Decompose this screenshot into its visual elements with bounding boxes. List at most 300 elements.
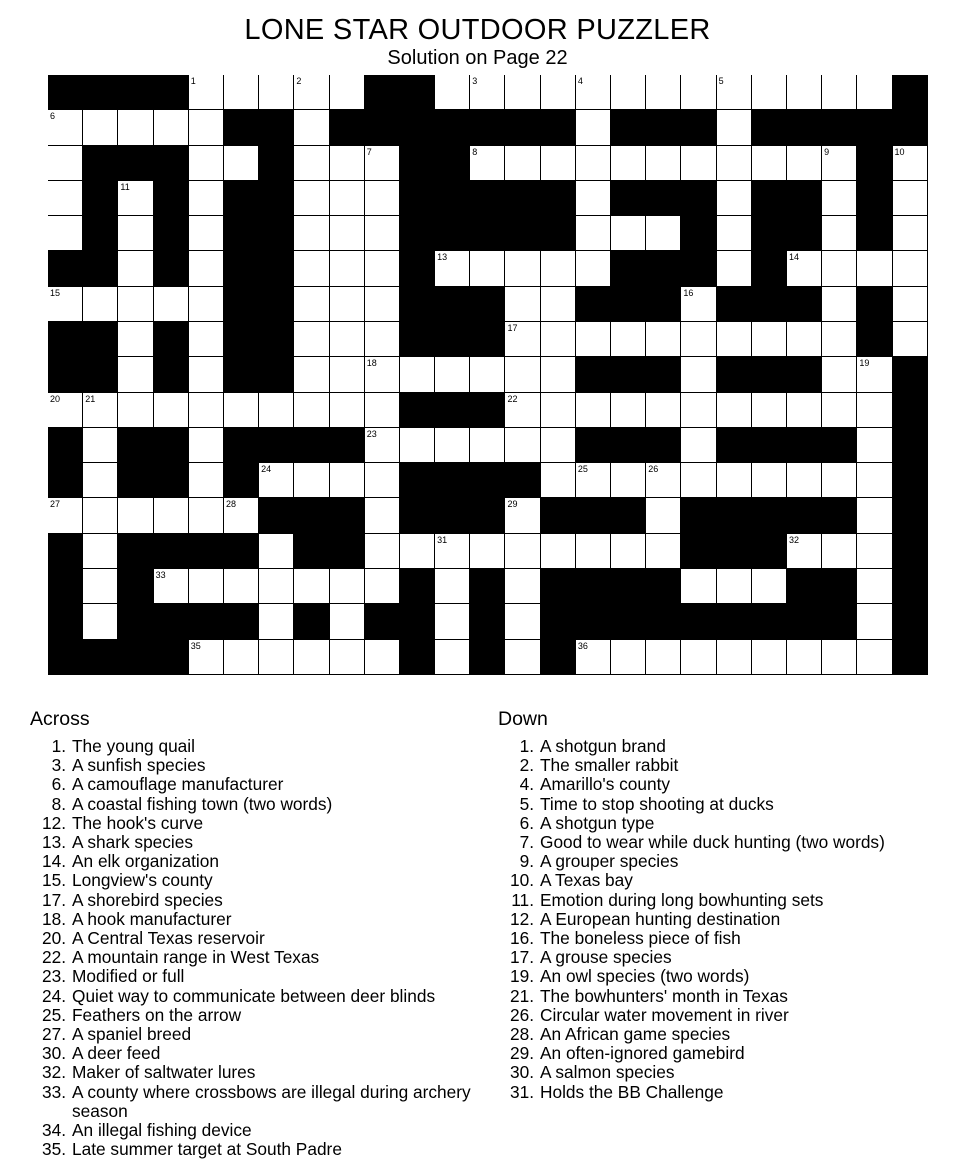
answer-square[interactable] — [294, 640, 329, 675]
clue-text: Emotion during long bowhunting sets — [540, 889, 824, 910]
answer-square[interactable] — [717, 640, 752, 675]
answer-square[interactable] — [681, 393, 716, 428]
clue-text: Circular water movement in river — [540, 1004, 789, 1025]
answer-square[interactable] — [857, 428, 892, 463]
answer-square[interactable] — [83, 534, 118, 569]
answer-square[interactable] — [294, 463, 329, 498]
answer-square[interactable] — [294, 569, 329, 604]
answer-square[interactable] — [189, 428, 224, 463]
answer-square[interactable] — [646, 534, 681, 569]
answer-square[interactable] — [505, 498, 540, 533]
down-clue — [498, 910, 938, 929]
answer-square[interactable] — [294, 181, 329, 216]
answer-square[interactable] — [646, 640, 681, 675]
clue-text: Amarillo's county — [540, 774, 671, 795]
answer-square[interactable] — [118, 110, 153, 145]
answer-square[interactable] — [189, 181, 224, 216]
answer-square[interactable] — [576, 110, 611, 145]
black-square — [400, 640, 435, 675]
answer-square[interactable] — [822, 216, 857, 251]
answer-square[interactable] — [717, 251, 752, 286]
answer-square[interactable] — [822, 251, 857, 286]
answer-square[interactable] — [154, 110, 189, 145]
black-square — [470, 498, 505, 533]
black-square — [893, 569, 928, 604]
answer-square[interactable] — [365, 357, 400, 392]
answer-square[interactable] — [541, 428, 576, 463]
answer-square[interactable] — [470, 75, 505, 110]
answer-square[interactable] — [83, 287, 118, 322]
answer-square[interactable] — [576, 146, 611, 181]
answer-square[interactable] — [365, 569, 400, 604]
answer-square[interactable] — [48, 181, 83, 216]
answer-square[interactable] — [48, 498, 83, 533]
answer-square[interactable] — [681, 146, 716, 181]
black-square — [646, 110, 681, 145]
answer-square[interactable] — [259, 393, 294, 428]
answer-square[interactable] — [118, 322, 153, 357]
black-square — [576, 604, 611, 639]
answer-square[interactable] — [224, 146, 259, 181]
answer-square[interactable] — [83, 110, 118, 145]
answer-square[interactable] — [435, 75, 470, 110]
answer-square[interactable] — [83, 463, 118, 498]
answer-square[interactable] — [857, 534, 892, 569]
answer-square[interactable] — [365, 146, 400, 181]
answer-square[interactable] — [541, 463, 576, 498]
down-clue — [498, 1025, 938, 1044]
answer-square[interactable] — [435, 640, 470, 675]
answer-square[interactable] — [118, 498, 153, 533]
answer-square[interactable] — [857, 251, 892, 286]
clue-text: An African game species — [540, 1024, 731, 1045]
answer-square[interactable] — [435, 534, 470, 569]
answer-square[interactable] — [822, 146, 857, 181]
clue-number-label: 5 . — [498, 795, 535, 814]
answer-square[interactable] — [822, 534, 857, 569]
black-square — [893, 534, 928, 569]
answer-square[interactable] — [154, 287, 189, 322]
answer-square[interactable] — [189, 110, 224, 145]
answer-square[interactable] — [118, 357, 153, 392]
answer-square[interactable] — [470, 251, 505, 286]
answer-square[interactable] — [505, 251, 540, 286]
answer-square[interactable] — [365, 498, 400, 533]
answer-square[interactable] — [822, 75, 857, 110]
answer-square[interactable] — [576, 640, 611, 675]
answer-square[interactable] — [541, 393, 576, 428]
answer-square[interactable] — [259, 640, 294, 675]
answer-square[interactable] — [118, 181, 153, 216]
answer-square[interactable] — [681, 569, 716, 604]
answer-square[interactable] — [541, 322, 576, 357]
answer-square[interactable] — [505, 604, 540, 639]
answer-square[interactable] — [365, 216, 400, 251]
black-square — [400, 181, 435, 216]
black-square — [787, 287, 822, 322]
answer-square[interactable] — [294, 357, 329, 392]
answer-square[interactable] — [505, 287, 540, 322]
answer-square[interactable] — [822, 357, 857, 392]
answer-square[interactable] — [505, 640, 540, 675]
answer-square[interactable] — [787, 463, 822, 498]
answer-square[interactable] — [118, 251, 153, 286]
answer-square[interactable] — [646, 463, 681, 498]
answer-square[interactable] — [470, 357, 505, 392]
answer-square[interactable] — [330, 640, 365, 675]
answer-square[interactable] — [330, 322, 365, 357]
answer-square[interactable] — [118, 216, 153, 251]
answer-square[interactable] — [611, 216, 646, 251]
clue-number-label: 32 . — [30, 1063, 67, 1082]
black-square — [505, 110, 540, 145]
down-clue — [498, 775, 938, 794]
answer-square[interactable] — [435, 428, 470, 463]
answer-square[interactable] — [893, 287, 928, 322]
answer-square[interactable] — [752, 569, 787, 604]
answer-square[interactable] — [470, 146, 505, 181]
answer-square[interactable] — [435, 569, 470, 604]
clue-number-label: 30 . — [30, 1044, 67, 1063]
black-square — [435, 181, 470, 216]
answer-square[interactable] — [294, 393, 329, 428]
answer-square[interactable] — [611, 146, 646, 181]
answer-square[interactable] — [822, 322, 857, 357]
answer-square[interactable] — [857, 75, 892, 110]
answer-square[interactable] — [330, 75, 365, 110]
answer-square[interactable] — [189, 146, 224, 181]
answer-square[interactable] — [154, 569, 189, 604]
answer-square[interactable] — [611, 534, 646, 569]
answer-square[interactable] — [294, 251, 329, 286]
answer-square[interactable] — [576, 463, 611, 498]
answer-square[interactable] — [365, 393, 400, 428]
answer-square[interactable] — [470, 534, 505, 569]
answer-square[interactable] — [224, 393, 259, 428]
answer-square[interactable] — [330, 463, 365, 498]
clue-number-label: 30 . — [498, 1063, 535, 1082]
answer-square[interactable] — [48, 287, 83, 322]
answer-square[interactable] — [189, 640, 224, 675]
answer-square[interactable] — [717, 216, 752, 251]
answer-square[interactable] — [611, 463, 646, 498]
answer-square[interactable] — [717, 110, 752, 145]
answer-square[interactable] — [330, 357, 365, 392]
answer-square[interactable] — [294, 75, 329, 110]
clue-text: An illegal fishing device — [72, 1120, 252, 1141]
black-square — [435, 287, 470, 322]
answer-square[interactable] — [330, 287, 365, 322]
answer-square[interactable] — [717, 181, 752, 216]
answer-square[interactable] — [330, 393, 365, 428]
answer-square[interactable] — [717, 146, 752, 181]
answer-square[interactable] — [330, 604, 365, 639]
answer-square[interactable] — [294, 322, 329, 357]
clue-text: A mountain range in West Texas — [72, 947, 320, 968]
answer-square[interactable] — [154, 393, 189, 428]
answer-square[interactable] — [330, 181, 365, 216]
clue-text: A Central Texas reservoir — [72, 928, 265, 949]
answer-square[interactable] — [752, 393, 787, 428]
answer-square[interactable] — [83, 604, 118, 639]
answer-square[interactable] — [83, 428, 118, 463]
answer-square[interactable] — [752, 75, 787, 110]
answer-square[interactable] — [893, 146, 928, 181]
answer-square[interactable] — [646, 216, 681, 251]
black-square — [83, 251, 118, 286]
black-square — [118, 428, 153, 463]
answer-square[interactable] — [259, 75, 294, 110]
answer-square[interactable] — [787, 534, 822, 569]
answer-square[interactable] — [83, 569, 118, 604]
answer-square[interactable] — [857, 393, 892, 428]
answer-square[interactable] — [717, 463, 752, 498]
answer-square[interactable] — [857, 569, 892, 604]
answer-square[interactable] — [752, 146, 787, 181]
answer-square[interactable] — [224, 75, 259, 110]
answer-square[interactable] — [435, 357, 470, 392]
black-square — [893, 75, 928, 110]
answer-square[interactable] — [857, 640, 892, 675]
black-square — [154, 322, 189, 357]
answer-square[interactable] — [189, 357, 224, 392]
answer-square[interactable] — [576, 322, 611, 357]
answer-square[interactable] — [365, 287, 400, 322]
answer-square[interactable] — [541, 534, 576, 569]
answer-square[interactable] — [787, 322, 822, 357]
answer-square[interactable] — [400, 428, 435, 463]
answer-square[interactable] — [717, 393, 752, 428]
answer-square[interactable] — [717, 75, 752, 110]
black-square — [893, 393, 928, 428]
answer-square[interactable] — [681, 428, 716, 463]
across-clue — [30, 891, 500, 910]
answer-square[interactable] — [294, 216, 329, 251]
answer-square[interactable] — [893, 181, 928, 216]
answer-square[interactable] — [857, 604, 892, 639]
answer-square[interactable] — [189, 569, 224, 604]
answer-square[interactable] — [541, 251, 576, 286]
answer-square[interactable] — [717, 322, 752, 357]
answer-square[interactable] — [541, 75, 576, 110]
answer-square[interactable] — [400, 534, 435, 569]
answer-square[interactable] — [365, 322, 400, 357]
answer-square[interactable] — [822, 463, 857, 498]
answer-square[interactable] — [48, 146, 83, 181]
answer-square[interactable] — [505, 534, 540, 569]
clue-number: 1 — [190, 76, 196, 86]
answer-square[interactable] — [857, 463, 892, 498]
answer-square[interactable] — [576, 181, 611, 216]
across-clue — [30, 929, 500, 948]
answer-square[interactable] — [822, 640, 857, 675]
black-square — [576, 357, 611, 392]
answer-square[interactable] — [259, 604, 294, 639]
answer-square[interactable] — [646, 498, 681, 533]
answer-square[interactable] — [83, 498, 118, 533]
answer-square[interactable] — [259, 463, 294, 498]
clue-number: 8 — [472, 146, 478, 157]
answer-square[interactable] — [365, 251, 400, 286]
answer-square[interactable] — [505, 357, 540, 392]
answer-square[interactable] — [365, 640, 400, 675]
answer-square[interactable] — [365, 428, 400, 463]
answer-square[interactable] — [857, 498, 892, 533]
answer-square[interactable] — [893, 322, 928, 357]
clue-text: Quiet way to communicate between deer blinds — [72, 985, 436, 1006]
black-square — [787, 357, 822, 392]
black-square — [154, 251, 189, 286]
answer-square[interactable] — [576, 534, 611, 569]
answer-square[interactable] — [646, 146, 681, 181]
answer-square[interactable] — [611, 75, 646, 110]
answer-square[interactable] — [505, 393, 540, 428]
answer-square[interactable] — [189, 498, 224, 533]
answer-square[interactable] — [470, 428, 505, 463]
answer-square[interactable] — [681, 463, 716, 498]
answer-square[interactable] — [330, 569, 365, 604]
answer-square[interactable] — [189, 287, 224, 322]
black-square — [541, 604, 576, 639]
answer-square[interactable] — [189, 393, 224, 428]
answer-square[interactable] — [541, 357, 576, 392]
answer-square[interactable] — [505, 569, 540, 604]
answer-square[interactable] — [400, 357, 435, 392]
answer-square[interactable] — [224, 640, 259, 675]
answer-square[interactable] — [541, 146, 576, 181]
answer-square[interactable] — [681, 75, 716, 110]
answer-square[interactable] — [224, 498, 259, 533]
answer-square[interactable] — [681, 287, 716, 322]
answer-square[interactable] — [681, 640, 716, 675]
answer-square[interactable] — [822, 287, 857, 322]
clue-number: 4 — [577, 76, 583, 86]
answer-square[interactable] — [893, 216, 928, 251]
clue-number-label: 4 . — [498, 775, 535, 794]
answer-square[interactable] — [576, 216, 611, 251]
answer-square[interactable] — [294, 110, 329, 145]
black-square — [541, 110, 576, 145]
answer-square[interactable] — [48, 216, 83, 251]
answer-square[interactable] — [505, 146, 540, 181]
answer-square[interactable] — [365, 181, 400, 216]
answer-square[interactable] — [330, 216, 365, 251]
black-square — [48, 75, 83, 110]
answer-square[interactable] — [857, 357, 892, 392]
black-square — [717, 604, 752, 639]
black-square — [752, 251, 787, 286]
black-square — [48, 463, 83, 498]
black-square — [752, 216, 787, 251]
black-square — [611, 357, 646, 392]
across-clue — [30, 1063, 500, 1082]
black-square — [681, 216, 716, 251]
answer-square[interactable] — [576, 393, 611, 428]
answer-square[interactable] — [787, 146, 822, 181]
black-square — [505, 216, 540, 251]
answer-square[interactable] — [752, 640, 787, 675]
clue-number: 36 — [577, 640, 588, 651]
answer-square[interactable] — [48, 110, 83, 145]
answer-square[interactable] — [752, 463, 787, 498]
answer-square[interactable] — [576, 251, 611, 286]
clue-number: 23 — [366, 428, 377, 439]
black-square — [48, 534, 83, 569]
answer-square[interactable] — [118, 287, 153, 322]
answer-square[interactable] — [259, 569, 294, 604]
answer-square[interactable] — [365, 463, 400, 498]
clue-number: 15 — [50, 287, 61, 298]
clue-text: A shotgun type — [540, 812, 655, 833]
answer-square[interactable] — [505, 75, 540, 110]
answer-square[interactable] — [505, 428, 540, 463]
answer-square[interactable] — [224, 569, 259, 604]
black-square — [154, 181, 189, 216]
answer-square[interactable] — [787, 251, 822, 286]
answer-square[interactable] — [330, 146, 365, 181]
answer-square[interactable] — [189, 216, 224, 251]
answer-square[interactable] — [893, 251, 928, 286]
answer-square[interactable] — [681, 357, 716, 392]
answer-square[interactable] — [294, 287, 329, 322]
answer-square[interactable] — [611, 393, 646, 428]
answer-square[interactable] — [505, 322, 540, 357]
answer-square[interactable] — [752, 322, 787, 357]
answer-square[interactable] — [646, 393, 681, 428]
clue-number-label: 33 . — [30, 1083, 67, 1121]
answer-square[interactable] — [365, 534, 400, 569]
answer-square[interactable] — [189, 251, 224, 286]
answer-square[interactable] — [681, 322, 716, 357]
clue-text: A shotgun brand — [540, 736, 666, 756]
answer-square[interactable] — [189, 463, 224, 498]
black-square — [717, 534, 752, 569]
answer-square[interactable] — [189, 75, 224, 110]
black-square — [259, 498, 294, 533]
answer-square[interactable] — [48, 393, 83, 428]
answer-square[interactable] — [294, 146, 329, 181]
answer-square[interactable] — [435, 251, 470, 286]
answer-square[interactable] — [154, 498, 189, 533]
black-square — [787, 181, 822, 216]
answer-square[interactable] — [611, 322, 646, 357]
answer-square[interactable] — [259, 534, 294, 569]
answer-square[interactable] — [646, 75, 681, 110]
black-square — [48, 428, 83, 463]
black-square — [400, 463, 435, 498]
black-square — [752, 181, 787, 216]
answer-square[interactable] — [576, 75, 611, 110]
answer-square[interactable] — [787, 75, 822, 110]
black-square — [893, 428, 928, 463]
answer-square[interactable] — [822, 393, 857, 428]
clue-text: A shorebird species — [72, 889, 223, 910]
answer-square[interactable] — [435, 604, 470, 639]
answer-square[interactable] — [822, 181, 857, 216]
black-square — [822, 428, 857, 463]
answer-square[interactable] — [646, 322, 681, 357]
answer-square[interactable] — [541, 287, 576, 322]
answer-square[interactable] — [330, 251, 365, 286]
answer-square[interactable] — [717, 569, 752, 604]
answer-square[interactable] — [118, 393, 153, 428]
answer-square[interactable] — [189, 322, 224, 357]
answer-square[interactable] — [787, 640, 822, 675]
answer-square[interactable] — [83, 393, 118, 428]
answer-square[interactable] — [787, 393, 822, 428]
across-clue — [30, 737, 500, 756]
answer-square[interactable] — [611, 640, 646, 675]
